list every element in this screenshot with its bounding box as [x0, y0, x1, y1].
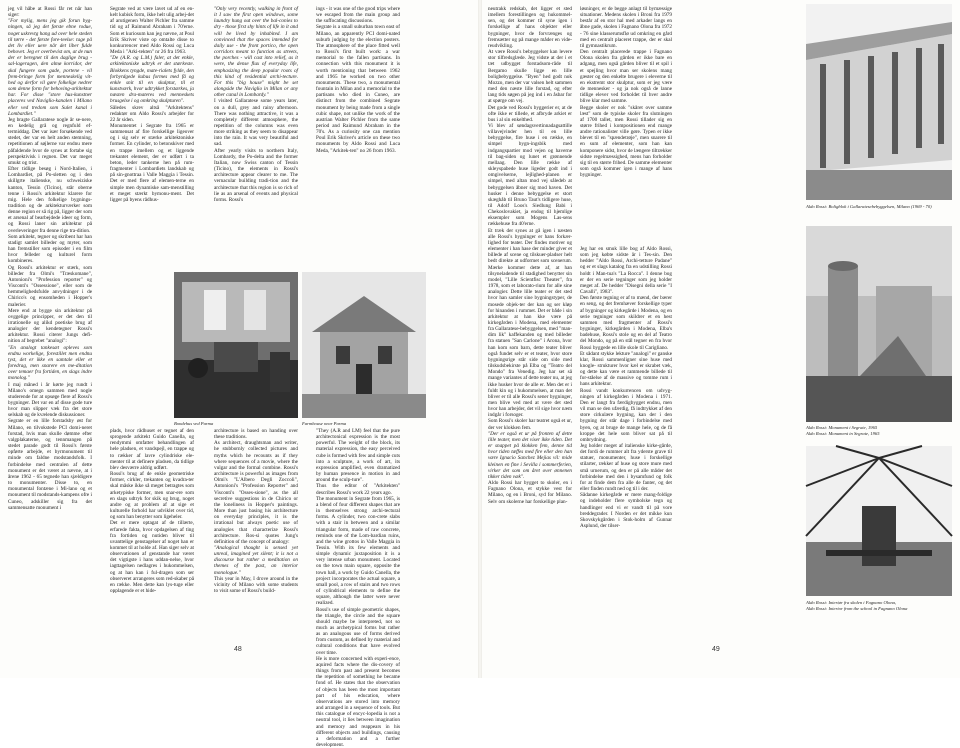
paragraph: Jeg holder meget af italienske kirke-gårde, det fordi de rummer alt fra yderste grave til statuer, monumenter, huse i forskellige stilarter, rækker af huse og store mure med små urnerum, og den er på alle måder det forbindelse med den i bysamfund og folk for at finde dem fra alle de fanter, og det eller finden rundt ned og til i der. — [580, 443, 672, 493]
paragraph: løsninger, er de begge anlagt til bymæssige situationer. Medens skolen i Broni fra 1979 består af en stor hal med arkader langs en åbne gade, skolen i Fagnano Olona fra 1972 - 76 sine klasserumsflø ud omkring en gård med en centralt placeret trappe, der er skal til gymnastikrum. — [580, 6, 672, 49]
left-col-3 — [214, 6, 298, 268]
paragraph: Som arkitekt, tegner og skribent har han stadigt samlet billeder og myter, som han fremstiller som episoder i en film hvor felleder og kulturel form kombineres. — [8, 233, 92, 265]
photo-gallaratese-housing — [806, 4, 952, 200]
right-page — [480, 0, 960, 678]
paragraph: Segrate er en lille forstadsby øst for Milano, en tilvokstede PCI domi-neret forstad, hvis man skulle dømme efter valgplakaterne, og tennmangen på stedet parade godt til Rossi's første opførte arbejde, et byrmonument til minde om faldne modstandsfolk. I forbindelse med centralen af dette monument er det været at nævne, at i årene 1962 - 65 tegnede han sjældigere to monumenter. Disse to, en monumental fontæne i Mi-lano og et monument til modstands-kampens ofre i Cuneo, adskiller sig fra det sammensatte monument i — [8, 418, 92, 511]
page-number-left: 48 — [234, 646, 242, 653]
farmhouse-exterior-art — [302, 272, 426, 418]
paragraph: Mere end at bygge sin arkitektur på ovggelige principper, er det den til irrationelle og alikd poetiske brug af analogier der kendetegner Rossi's arkitektur. Rossi citerer Jungs defi-nition af begrebet "analogi": — [8, 307, 92, 345]
right-col-2b — [580, 246, 672, 640]
paragraph: plads, hvor rådhuset er tegnet af den sprogende arkitekt Guido Canella, og rendymmi omfatter behandlingen af hele pladsen, et vandspejl, en trappe og to rækker af lavre cylindriske ele-menter til at definere pladsen, da tidlige blev desværre aldrig udført. — [110, 428, 194, 471]
paragraph: Efter tidlige besøg i Nord-Italien, i Lombardiet, på Po-sletten og i den skillgrte italienske, nu schweiziske kanton, Tessin (Ticino), står oberne tenne i Rossi's arkitektur klarere for mig. Hele den folkelige bygnings-tradition og de arkitekturværker som denne region er så rig på, ligger der som et arsenal af bearbejdede ideer og form, og Rossi laner sin arkitektur på overleveringer fra denne rige tra-dition. — [8, 166, 92, 234]
paragraph: Monumentet i Segrate fra 1965 er sammensat af fire forskellige ligeover og i sig selv er stærke arkitektoniske former. En cylinder, to betonskiver med en trappe imellem og et liggende trekantet element, der er udført i ta beton, leder tankerne hen på rum-fragmenter i Lombardiets landskab og på sin-gnottraa i Valle Maggia i Tessin. Det er med flere af elemen-terne en simple men dynamiske sam-menstilling et meget stærkt bymonu-ment. Det ligger på byens rådhus- — [110, 122, 194, 203]
photo-school-interior — [806, 446, 952, 596]
right-col-1 — [488, 6, 572, 638]
farmhouse-photo-art — [174, 272, 298, 418]
right-col-2 — [580, 6, 672, 196]
caption-gallaratese: Aldo Rossi: Boligblok i Gallaratesebebyggelsen, Milano (1969 - 70) — [806, 204, 932, 209]
caption-farmhouse-en: Farmhouse near Parma — [302, 421, 347, 426]
quote-paragraph: "Der er også et ur på fronten af dette lille teater, men det viser ikke tiden. Det er snappet på klokken fem, denne tid hvor tiden tæffes med fire eller den han være Ignacio Sanchez Mejias vil: mide kleinen en fine i Sevilla i sommerferien, virker det som om året over ønnenen tikker tiden væk". — [488, 430, 572, 480]
paragraph: Rossi vandt konkurrencen om udvyg-ningen af kirkegården i Modena i 1971. Den er langt fra færdigbygget endnu, men vil man se den ufærdig, få indtrykket af den store cirkulære bygning, kan der i den bygning der står dage i forbindelse med byen, og at bruge de mange hele, og de få kroppe det hele som bliver sat på til ombrydning. — [580, 387, 672, 443]
school-interior-photo-art — [806, 446, 952, 596]
caption-farmhouse-da: Bondehus ved Parma — [174, 421, 214, 426]
left-col-2 — [110, 6, 194, 268]
left-col-2b — [110, 428, 194, 640]
quote-paragraph: "En analogt tankesæt opleves som endnu workelige, forestillet men endnu tyst, det er ikke en samtale eller et foredrag, men snarere en me-ditation over temaer fra fortiden, en slags indre monolog." — [8, 344, 92, 382]
quote-paragraph: "Analogical thought is sensed yet unreal, imagined yet silent; it is not a discourse but rather a meditation on themes of the past, an interior monologue." — [214, 544, 298, 576]
paragraph: At være Rossi's bebyggelser kan levere stor tilfredsglæde. Jeg vidste at der i et tæt udbygget forstadsom-råde til Bergamo skulle ligge en lille boligbebyggelse. "Byen" hed godt nok Mozzo, men der var valsen helt sammen med den næste lille forstad, og efter lang tids søgen på jeg ind i en åsbar for at spørge om vej. — [488, 49, 572, 105]
paragraph: Et sådant stykke lekture "analogi" er ganske klar, Rossi sammenligner sine huse med knogle- strukturer hvor kæl er skrabet væk, og dette kan være et rammende billede til for-ståelse af de massive og tomme rum i hans arkitektur. — [580, 350, 672, 388]
paragraph: Som Rossi's skoler har teatret også et ur, der ver klokken fem. — [488, 418, 573, 431]
left-col-4 — [316, 6, 400, 268]
caption-school-interior-en: Aldo Rossi: Interior from the school in Fagnano Olona — [806, 606, 908, 611]
paragraph: This year in May, I drove around in the vicinity of Milano with some students to visit some of Rossi's build- — [214, 575, 298, 595]
paragraph: Begge skoler er nok "skåret over samme læst" som de typiske skoler fra slutningen af 1700 tallet, men Rossi tillader sig en større frihed i kompositionen end mange andre rationalister ville gøre. Typen er ikke blevet til en "spændetrøje", men snarere til en sum af elementer, som han kan komponere sidst, hvor de længere tiltrækker sidste regelmæssighed, mens han forholder sig til en større frihed. De samme elementer som også kommer igen i mange af hans bygninger. — [580, 104, 672, 179]
paragraph: "They (A.R and LM) feel that the pure architectonical expression is the most powerful. The weight of the block, its material expression, the easy perceived cube is formed with few and simple cuts into a sculpture, a work of art, its expression amplified, even dramatized by human presence in motion in and around the sculp-ture". — [316, 428, 400, 484]
quote-paragraph: "For mylig, mens jeg gik forun byg-ningen, så jeg det første ebne rodue, noget uskrevtg hang ud over hele steden til tørre - det første fore-teelse: tage på det liv eller uere når det liber fulde behovet. Jeg er overbevist om, at de nun der er beregnet til den daglige brug - sal-lageragen, den almø korridor, der skal fungere som gade, portene - vil frem-bringe form for menneskelig vit-hed og derfor vil gøre folkelige nedrer som denne form for behoving-arkitektur har. For disse "store hus-kunstner placeres ved Naviglio-kanalen i Milano eller ved tredom som Sulet kanal i Lombardiet." — [8, 18, 92, 117]
paragraph: Rossi's brug af de enkle geometriske former, cirkler, trekanten og kvadra-ter skal måske ikke så meget betragtes som arketypiske former, men snar-ere som en slags udtryk for skik og brug, noget andre og at problem af at sige et kulturelle forhold har udviklet over tid, og som han benytter som ligeheler. — [110, 471, 194, 521]
paragraph: Den centralt placerede trappe i Fagnano Olona skolen fra gården er ikke bare en adgang, men også gården bliver til et spil i et spejling hvor man ser skolens mang gæster og den enkelte brugere i eleverne til en ekstremt stor skulptur, som er jeg være de mennesker - og ja nok også de lanne tidlige elever ved forholdet til hver andre blive klar med samme. — [580, 49, 672, 105]
paragraph: jeg vil håbe at Rossi får ret når han siger: — [8, 6, 92, 19]
paragraph: Vi blev af søndagsvertinnadagsattille villavejvinder hen til en lille bebyggelse, fire huse i en række, en simpel bygn-ingsbik med indgangspartier mod vejen og haverne til bag-siden og lunet et grønnende mellaag. Den lille række af skleyspabede huse ligeder godt ind i omgivelserne, lejlighed-planen er simpel, med altan mod vej såledeb at bebyggelsen åbner sig mod haven. Det husker i denne bebyggelse et stort skæghåb til Bruno Taut's tidligere huse, til Adolf Loos's Siedlung Babi i Chekoslovakiet, ja endog til hjemlige eksempler som Mogens Las-sens rækkehuse fra 40'erne. — [488, 122, 572, 228]
paragraph: Segrate is a small suburban town east of Milano, an apparently PCI domi-nated suburb judging by the election posters. The atmosphere of the place fitted well to Rossi's first built work: a war memorial to the fallen partisans. In connection with this monument it is worth mentioning that between 1962 and 1965 he worked on two other monuments. These two, a monumental fountain in Milan and a memorial to the partisans who died in Cuneo, are distinct from the combined Segrate monument by being made from a single cubic shape, not unlike the work of the austrian Walter Pichler from the same period and Raimund Abraham in the 70's. As a curiosity one can mention Poul Erik Skriver's article on these two monuments by Aldo Rossi and Luca Meda, "Arkitek-ten" no 26 from 1963. — [316, 24, 400, 154]
paragraph: Det er mere optagat af de tillærte, erfarede fakta, hvor opdagelsen af ting fra fortiden og nutiden bliver til uvanttelige genstagelser af noget han er kommet til at holde af. Han siger selv at observationen af genstande har været det vigtigste i hans uddan-nelse, hvor iagttagelsen nedlagres i hukommelsen, og at han kan i ful-dragen som ser observeret arrangeres som red-skaber på en række. Men dette kan lys-tuge eller opplagende er et hide- — [110, 520, 194, 595]
paragraph: After yearly visits to northern Italy, Lombardy, the Po-delta and the former Italian, now Swiss canton of Tessin (Ticino), the elements in Rossi's architecture appear clearer to me. The vernacular building tradi-tion and the architecture that this region is so rich of lie as an arsenal of events and physical forms. Rossi's — [214, 147, 298, 203]
paragraph: Aldo Rossi har bygget to skoler, en i Fagnano Olona, et stykke vest for Milano, og en i Broni, syd for Milano. Selv om skolerne har forskellige plan- — [488, 480, 572, 505]
paragraph: I visited Gallaratese some years later, on a dull, grey and rainy afternoon. There was nothing attractive, it was a completely different atmosphere, the repetition of the columns was even more striking as they seem to disappear into the rain. It was very beautiful and sad. — [214, 98, 298, 148]
paragraph: As architect, draughtsman and writer, he stubbornly collected pictures and myths which he recounts as if they where sequences of a movie, where the vulgar and the formal combine. Rossi's architecture is powerful as images from Olmi's "L'Albero Degli Zoccoli", Antonioni's "Profession Reporter" and Visconti's "Osses-sione", as the all secretive suggestions in de Chirico or the loneliness in Hopper's paintings. More than just basing his architecture on everyday principles, it is the irrational but always poetic use of analogies that characterize Rossi's architecture. Ros-si quotes Jung's definition of the concept of analogy: — [214, 440, 298, 545]
paragraph: Rossi's use of simple geometric shapes, the triangle, the circle and the square should maybe be interpreted, not so much as archetypical forms but rather as an analogous use of forms derived from custom, as defined by material and cultural conditions that have evolved over time. — [316, 606, 400, 656]
left-col-1 — [8, 6, 92, 646]
gallaratese-photo-art — [806, 4, 952, 200]
paragraph: He is more concerned with experi-ence, aquired facts where the dis-covery of things from past and present becomes the repetition of something he became fond of. He states that the observation of objects has been the most important part of his education, where observations are stored into memory and arranged in a sequence of tools. But this catalogue of encyc-lopedia is not a neutral tool, it lies between imagination and memory and reappears in his different objects and buildings, causing a deformation and a further development. — [316, 655, 400, 748]
segrate-photo-art — [806, 226, 952, 422]
paragraph: architecture is based on handing over these traditions. — [214, 428, 298, 441]
left-col-5 — [410, 6, 474, 638]
quote-paragraph: "De (A.R. og L.M.) faler, at det enkle, arkitektoniske udtryk er det stærkeste. Blokkens tyngde, mate-rialets fylde, den forbyrdgede kubus formes med få og enkle snit til en skulptur, til et kunstværk, hvor udtrykket forstærkes, ja næsten dra-materes ved menneskets brusgelse i og omkring skulpturen". — [110, 55, 194, 105]
left-col-3b — [214, 428, 298, 640]
photo-farmhouse-exterior — [302, 272, 426, 418]
paragraph: Sådanne kirkegårde er mere mang-foldige og indeholder flere symbolske tegn og handlinger end vi er vandt til på vore breddegrader. I Norden er det mikke kun Skovskykgården i Stok-holm af Gunnar Asplund, der tilser- — [580, 492, 672, 530]
paragraph: Således skrev altså "Arkitektens" redaktør om Aldo Rossi's arbejder for 22 år siden. — [110, 104, 194, 123]
page-number-right: 49 — [712, 646, 720, 653]
paragraph: Og Rossi's arkitektur er stærk, som billeder fra Olmi's "Træskomane", Antonioni's "Profession reporter" og Visconti's "Ossessione", eller som de hemmelighedsfulde anvydninger i de Chirico's og ensomheden i Hopper's malerier. — [8, 264, 92, 308]
paragraph: Jeg bragte Gallaratese nogle år se-nere, en kedelig grå og regnfuld ef-termiddag. Det var især forsøkende ved stedet, der var en helt anden stemning, repetitionen af søjlerne var endnu mere påfaldende hvor de synes at fortabe sig perspektivisk i regnen. Det var meget smukt og trist. — [8, 116, 92, 166]
paragraph: The monument in Segrate from 1965, is a blend of four different shapes that are in themselves strong archi-tectural forms. A cylinder, two con-crete slabs with a stair in between and a similar triangular form, made of raw concrete, reminds one of the Lom-bardian ruins, and the wine grottos in Valle Maggia in Tessin. With its few elements and simple dynamic juxtaposition it is a very intense urban monument. Located on the town main square, opposite the town hall, a work by Guido Canella, the project incorporates the actual square, a small pool, a row of stairs and two rows of cylindrical elements to define the square, although the latter were never realized. — [316, 495, 400, 607]
paragraph: Et træk der synes at gå igen i næsten alle Rossi's bygninger er hans forkær-lighed for teater. Der findes motiver og elementer i han hase der minder giver et billede af scene og tilskuer-pladser helt bedt direkte at udformet som scenerum. Mærke kommer dette af, at han tilsyneladende til stadighed benytter sin model, "Lille Scientfisc Theater", fra 1978, som et laborato-rium for alle sine analogier. Dette lille teater er det sted hvor han samler sine bygningstyper, de mosede objek-ter der kan og ser kløp for hinanden i rummet. Det er både i sin arkitektur at han kke være på kirkegården i Modena, med elementer fra Gallaratese-bebyggelsen, med "man-dim lik" kaffekanden og med billeder fra statuen "San Carlone" i Arona, hvor han kom som barn, dette teater bliver også fundet selv er et teater, hvor store bygningsrige står side om side med tilskudsbekirste på Elba og "Teatro del Mondo" fra Venedig. Jeg har set så mange variantes af dette teater nu, at jeg ikke husker hvor de alle er. Men det er i fuldt kin og i hukommelsen, at man det bliver er til alle Rossi's sener bygninger, men blive ved med at være det sted hvor han arbejder, det vil sige hvor næm indgår i forsoger. — [488, 227, 572, 419]
paragraph: I maj måned i år kørte jeg rundt i Milano's omegn sammen med nogle studerende for at opsøge flere af Rossi's bygninger. Det var en af disse gode ture hvor man slipper væk fra det store selskab og de kvælende diskussioner. — [8, 381, 92, 419]
paragraph: ings - it was one of the good trips where we escaped from the main group and the suffocating discussions. — [316, 6, 400, 25]
paragraph: Segrate ved at være lavet ud af en en-kelt kubisk form, ikke helt ulig arbej-det af arutigenen Walter Pichler fra samme tid og af Raimund Abraham i 70'erne. Som et kuriosum kan jeg nævne, at Poul Erik Skriver viste op omtalte disse to konkurrencer med Aldo Rossi og Luca Meda i "Arki-tekten" nr 26 fra 1963. — [110, 6, 194, 56]
caption-school-interior-da: Aldo Rossi: Interiør fra skolen i Fagnano Olona, — [806, 600, 897, 605]
photo-segrate-monument — [806, 226, 952, 422]
paragraph: Thus the editor of "Arkitekten" describes Rossi's work 22 years ago. — [316, 483, 400, 496]
left-col-4b — [316, 428, 400, 748]
caption-segrate-da: Aldo Rossi: Monument i Segrate, 1965 — [806, 425, 878, 430]
paragraph: Jeg har en smuk lille bog af Aldo Rossi, som jeg købte sidste år i Tes-sin. Den hedder "Aldo Rossi, Archi-tetture Padane" og er et slags katalog fra en udstilling Rossi holdt i Man-tua's "La Rocca". I denne bog er der en serie tegninger som jeg holder meget af. De hedder "Disegni della serie "I Cavalli", 1983". — [580, 246, 672, 296]
paragraph: neutrakk redskab, det ligger et sted imellem forestillingen og hukommel-sen, og det kommer til syne igen i forskellige af hans objekter eller bygninger, hvor de forvrænges og fremsætter og på mange måder en vide-reudvikling. — [488, 6, 572, 49]
photo-farmhouse-interior — [174, 272, 298, 418]
paragraph: Det gode ved Rossi's byggerier er, at de ofte ikke er tillede, et afbryde arkiet er bus i al sin enkelthed. — [488, 104, 572, 123]
caption-segrate-en: Aldo Rossi: Monument in Segrate, 1965 — [806, 431, 880, 436]
quote-paragraph: "Only very recently, walking in front of it I saw the first open windows, some laundry hung out over the bal-conies to dry - those first shy hints of life in it and will be lived by inhabited. I am convinced that the spaces intended for daily use - the front portico, the open corridors meant to function as streets, the porches - will cast into relief, as it were, the dense flux of everyday life, emphasizing the deep popular roots of this kind of residential archi-tecture. For this "big house" might be set alongside the Naviglio in Milan or any other canal in Lombardy." — [214, 6, 298, 99]
paragraph: Den første tegning er af to mænd, der bærer en seng, og det fremhæver forskellige typer af bygninger og kirkegårde i Modena, og en serie tegninger som skildrer et en hest sammen med fragmenter af Rossi's bygninger, kirkegården i Modena, Elba's badehuse, Rossi's stole og en del af Teatro del Mondo, og på en stål tegner en fra hvor Rossi byggede en lille skole til Carigliano. — [580, 295, 672, 351]
